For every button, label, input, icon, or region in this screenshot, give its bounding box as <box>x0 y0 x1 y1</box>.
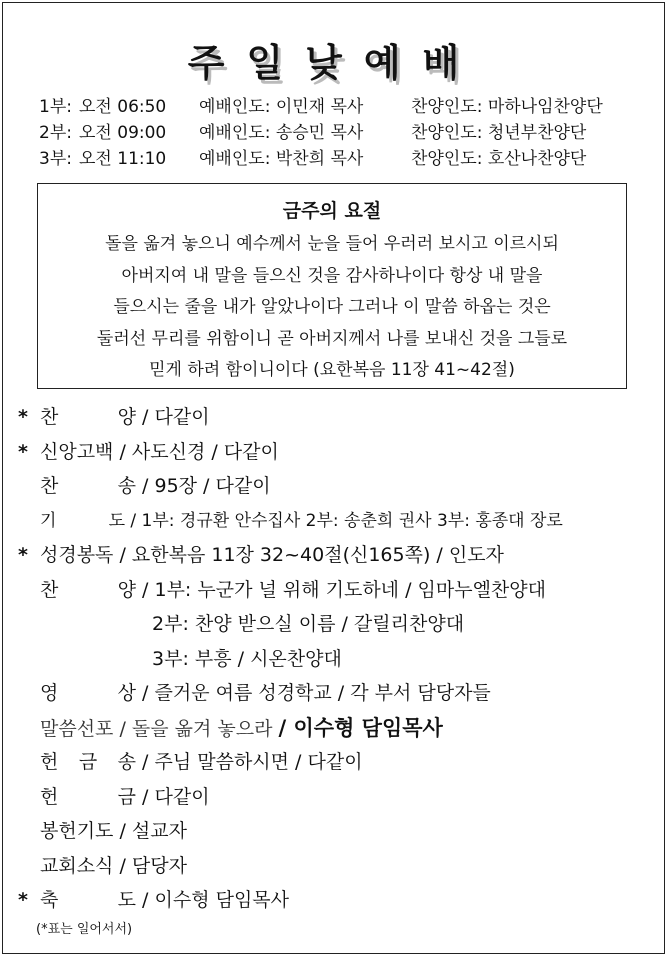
verse-line: 둘러선 무리를 위함이니 곧 아버지께서 나를 보내신 것을 그들로 <box>96 328 568 349</box>
order-item <box>18 644 563 679</box>
service-row <box>39 120 603 146</box>
order-item <box>18 885 563 920</box>
service-row <box>39 94 603 120</box>
verse-line: 들으시는 줄을 내가 알았나이다 그러나 이 말씀 하옵는 것은 <box>113 297 551 317</box>
order-label-char: 헌 <box>40 751 59 773</box>
order-item <box>18 540 563 575</box>
order-item <box>18 678 563 713</box>
order-label-char: 금 <box>78 751 98 773</box>
service-choir: 찬양인도: 마하나임찬양단 <box>411 97 603 117</box>
service-row <box>39 146 603 172</box>
order-label-char: 도 <box>108 510 125 531</box>
order-label: 성경봉독 <box>40 544 114 566</box>
order-item <box>18 506 563 541</box>
order-item <box>18 437 563 472</box>
order-item <box>18 816 563 851</box>
order-item <box>18 782 563 817</box>
order-label: 교회소식 <box>40 854 114 877</box>
order-label: 말씀선포 <box>40 717 114 740</box>
service-choir: 찬양인도: 청년부찬양단 <box>411 123 587 143</box>
order-detail: / 주님 말씀하시면 / 다같이 <box>142 751 363 773</box>
service-time: 오전 06:50 <box>79 97 167 117</box>
service-time: 오전 11:10 <box>79 149 167 169</box>
order-detail-preacher: / 이수형 담임목사 <box>278 715 443 740</box>
order-label-char: 양 <box>117 406 136 428</box>
order-of-worship <box>18 402 563 920</box>
verse-line: 믿게 하려 함이니이다 (요한복음 11장 41~42절) <box>149 360 515 380</box>
order-detail: / 1부: 누군가 널 위해 기도하네 / 임마누엘찬양대 <box>142 578 546 601</box>
order-label-char: 영 <box>40 682 59 704</box>
verse-title: 금주의 요절 <box>282 200 382 222</box>
order-item <box>18 609 563 644</box>
service-part: 3부: <box>39 149 72 169</box>
order-detail: / 1부: 경규환 안수집사 2부: 송춘희 권사 3부: 홍종대 장로 <box>130 510 563 531</box>
order-item <box>18 713 563 748</box>
page-title: 주일낮예배 <box>187 41 482 85</box>
order-label-char: 송 <box>117 751 136 773</box>
order-label-char: 찬 <box>40 406 59 428</box>
service-leader: 예배인도: 이민재 목사 <box>199 97 364 117</box>
order-detail: / 사도신경 / 다같이 <box>119 440 279 463</box>
order-label-char: 송 <box>117 475 136 497</box>
service-time: 오전 09:00 <box>79 123 167 143</box>
order-label: 봉헌기도 <box>40 820 114 842</box>
order-label-char: 금 <box>117 785 136 808</box>
stand-marker: * <box>18 889 28 911</box>
order-label-char: 축 <box>40 889 59 911</box>
order-label-char: 양 <box>117 578 136 601</box>
verse-line: 돌을 옮겨 놓으니 예수께서 눈을 들어 우러러 보시고 이르시되 <box>105 234 559 254</box>
order-item <box>18 402 563 437</box>
order-label-char: 상 <box>117 682 136 704</box>
order-label-char: 기 <box>40 510 57 531</box>
verse-text <box>38 229 626 387</box>
order-detail: 2부: 찬양 받으실 이름 / 갈릴리찬양대 <box>152 613 465 635</box>
order-item <box>18 851 563 886</box>
order-detail: / 즐거운 여름 성경학교 / 각 부서 담당자들 <box>142 682 491 704</box>
order-item <box>18 747 563 782</box>
verse-line: 아버지여 내 말을 들으신 것을 감사하나이다 항상 내 말을 <box>121 265 543 286</box>
order-label-char: 찬 <box>40 475 59 497</box>
service-leader: 예배인도: 송승민 목사 <box>199 123 364 143</box>
order-label-char: 찬 <box>40 578 59 601</box>
order-label-char: 도 <box>117 889 136 911</box>
order-label-char: 헌 <box>40 785 59 808</box>
order-detail: / 이수형 담임목사 <box>142 889 290 911</box>
order-detail: 3부: 부흥 / 시온찬양대 <box>152 647 342 670</box>
stand-marker: * <box>18 440 28 463</box>
service-part: 1부: <box>39 97 72 117</box>
stand-marker: * <box>18 544 28 566</box>
order-detail: / 요한복음 11장 32~40절(신165쪽) / 인도자 <box>119 544 504 566</box>
order-label: 신앙고백 <box>40 440 114 463</box>
order-detail: / 설교자 <box>119 820 187 842</box>
service-choir: 찬양인도: 호산나찬양단 <box>411 149 587 169</box>
order-detail: / 다같이 <box>142 785 210 808</box>
standing-note: (*표는 일어서서) <box>36 922 133 937</box>
order-detail: / 담당자 <box>119 854 187 877</box>
order-item <box>18 471 563 506</box>
order-item <box>18 575 563 610</box>
order-detail: / 다같이 <box>142 406 210 428</box>
order-detail: / 돌을 옮겨 놓으라 <box>119 717 273 740</box>
stand-marker: * <box>18 406 28 428</box>
service-part: 2부: <box>39 123 72 143</box>
weekly-verse-box <box>37 183 627 389</box>
service-leader: 예배인도: 박찬희 목사 <box>199 149 364 169</box>
service-schedule <box>39 94 603 172</box>
order-detail: / 95장 / 다같이 <box>142 475 271 497</box>
